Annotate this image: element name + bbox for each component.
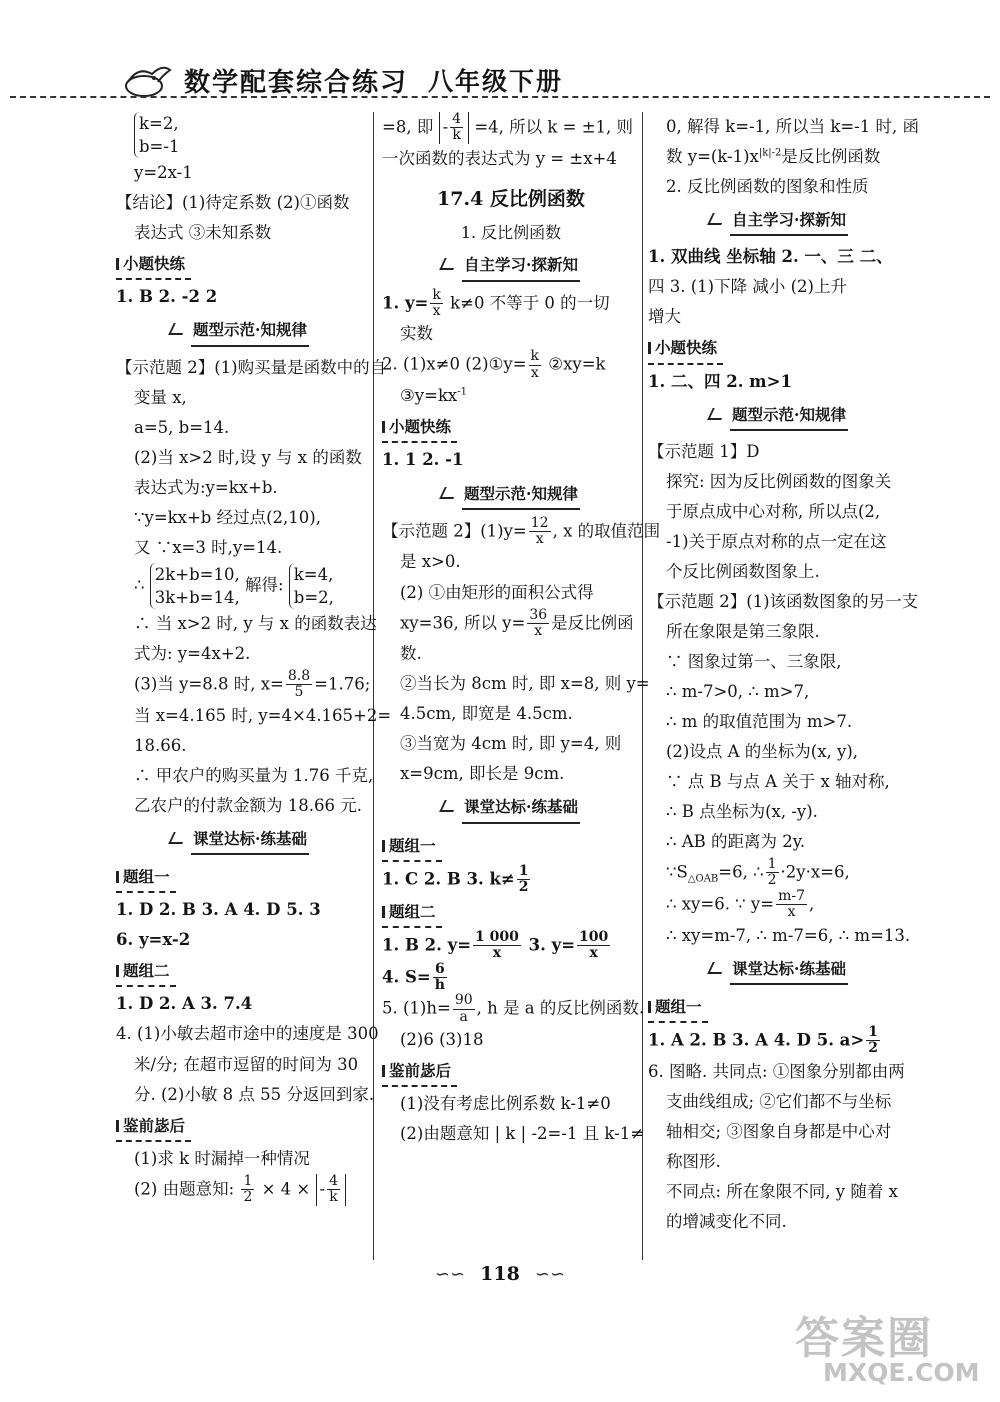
text-line: 6. 图略. 共同点: ①图象分别都由两 bbox=[648, 1061, 905, 1081]
text-line: 乙农户的付款金额为 18.66 元. bbox=[134, 795, 362, 815]
section-heading: 自主学习·探新知 bbox=[382, 251, 640, 281]
text-line: 不同点: 所在象限不同, y 随着 x bbox=[666, 1181, 898, 1201]
formula-line: 1. y= $\frac{k}{x}$ k≠0 不等于 0 的一切 bbox=[382, 286, 610, 320]
text-line: 4. (1)小敏去超市途中的速度是 300 bbox=[116, 1024, 379, 1044]
header-divider bbox=[10, 96, 990, 98]
section-heading: 课堂达标·练基础 bbox=[116, 825, 364, 855]
tag-mirror: 鉴前毖后 bbox=[382, 1055, 640, 1089]
text-line: ∴ xy=m-7, ∴ m-7=6, ∴ m=13. bbox=[666, 925, 911, 945]
text-line: 个反比例函数图象上. bbox=[666, 561, 820, 581]
answer-column-1 bbox=[116, 112, 392, 1206]
book-grade: 八年级下册 bbox=[428, 67, 564, 96]
formula-line: 数 $y=(k-1)x^{|k|-2}$是反比例函数 bbox=[666, 147, 881, 167]
text-line: ∴ B 点坐标为(x, -y). bbox=[666, 801, 818, 821]
text-line: 当 x=4.165 时, y=4×4.165+2= bbox=[134, 705, 392, 725]
answer-line: 1. B 2. -2 2 bbox=[116, 287, 218, 307]
text-line: (2)当 x>2 时,设 y 与 x 的函数 bbox=[134, 447, 362, 467]
formula-line: $③y=kx^{-1}$ bbox=[400, 386, 467, 406]
formula-line: xy=36, 所以 y= $\frac{36}{x}$ 是反比例函 bbox=[400, 606, 634, 639]
text-line: 表达式为:y=kx+b. bbox=[134, 477, 278, 497]
equation-system: ∴ 2k+b=10, 3k+b=14, 解得: k=4, b=2, bbox=[116, 563, 364, 609]
answer-column-3 bbox=[648, 112, 919, 1237]
formula-line: 1. B 2. y= $\frac{1 000}{x}$ 3. y= $\frac{100}{x}$ bbox=[382, 928, 609, 962]
text-line: x=9cm, 即长是 9cm. bbox=[400, 764, 565, 784]
text-line: ∵y=kx+b 经过点(2,10), bbox=[134, 507, 321, 527]
text-line: y=2x-1 bbox=[134, 163, 193, 183]
section-title: 17.4 反比例函数 bbox=[437, 187, 585, 210]
conclusion-line: 【结论】(1)待定系数 (2)①函数 bbox=[116, 193, 350, 213]
section-heading: 自主学习·探新知 bbox=[648, 206, 910, 236]
answer-line: 6. y=x-2 bbox=[116, 930, 191, 950]
tag-quick-practice: 小题快练 bbox=[382, 411, 640, 445]
text-line: ∴ 甲农户的购买量为 1.76 千克, bbox=[134, 765, 374, 785]
text-line: 于原点成中心对称, 所以点(2, bbox=[666, 501, 881, 521]
formula-line: (3)当 y=8.8 时, x= $\frac{8.8}{5}$ =1.76; bbox=[134, 667, 371, 701]
subsection-title: 1. 反比例函数 bbox=[460, 223, 562, 243]
watermark-logo: 答案圈 bbox=[795, 1313, 933, 1364]
text-line: 支曲线组成; ②它们都不与坐标 bbox=[666, 1091, 892, 1111]
text-line: ∵ 点 B 与点 A 关于 x 轴对称, bbox=[666, 771, 890, 791]
tag-group-1: 题组一 bbox=[648, 991, 910, 1025]
section-heading: 题型示范·知规律 bbox=[382, 480, 640, 510]
answer-line: 1. 1 2. -1 bbox=[382, 450, 464, 470]
text-line: 称图形. bbox=[666, 1151, 721, 1171]
formula-line: 5. (1)h= $\frac{90}{a}$ , h 是 a 的反比例函数. bbox=[382, 992, 645, 1025]
text-line: a=5, b=14. bbox=[134, 417, 230, 437]
text-line: 轴相交; ③图象自身都是中心对 bbox=[666, 1121, 892, 1141]
formula-line: 4. S= $\frac{6}{h}$ bbox=[382, 960, 445, 993]
text-line: (2)设点 A 的坐标为(x, y), bbox=[666, 741, 859, 761]
text-line: 表达式 ③未知系数 bbox=[134, 223, 272, 243]
wave-ornament-icon: ∽∽ bbox=[534, 1264, 566, 1285]
formula-line: 1. A 2. B 3. A 4. D 5. a> $\frac{1}{2}$ bbox=[648, 1024, 878, 1057]
section-heading: 题型示范·知规律 bbox=[648, 401, 910, 431]
formula-line: 【示范题 2】(1)y= $\frac{12}{x}$ , x 的取值范围 bbox=[382, 514, 661, 548]
text-line: 四 3. (1)下降 减小 (2)上升 bbox=[648, 277, 847, 297]
watermark bbox=[795, 1302, 991, 1394]
tag-quick-practice: 小题快练 bbox=[116, 248, 364, 282]
text-line: 是 x>0. bbox=[400, 552, 461, 572]
answer-column-2 bbox=[382, 111, 661, 1149]
tag-group-2: 题组二 bbox=[116, 955, 364, 989]
page-number: 118 bbox=[480, 1263, 520, 1285]
section-heading: 课堂达标·练基础 bbox=[648, 955, 910, 985]
formula-line: (2) 由题意知: $\frac{1}{2}$ × 4 × - $\frac{4}{k}$ bbox=[116, 1174, 364, 1206]
text-line: 变量 x, bbox=[134, 387, 187, 407]
tag-quick-practice: 小题快练 bbox=[648, 332, 910, 366]
book-title: 数学配套综合练习 bbox=[184, 68, 409, 98]
text-line: ∵ 图象过第一、三象限, bbox=[666, 651, 842, 671]
section-heading: 题型示范·知规律 bbox=[116, 316, 364, 346]
tag-group-1: 题组一 bbox=[116, 861, 364, 895]
text-line: ∴ 当 x>2 时, y 与 x 的函数表达 bbox=[134, 613, 377, 633]
answer-line: 1. 二、四 2. m>1 bbox=[648, 371, 792, 391]
formula-line: 2. (1)x≠0 (2)①y= $\frac{k}{x}$ ②xy=k bbox=[382, 348, 606, 381]
text-line: 4.5cm, 即宽是 4.5cm. bbox=[400, 704, 573, 724]
text-line: 18.66. bbox=[134, 735, 187, 755]
text-line: ②当长为 8cm 时, 即 x=8, 则 y= bbox=[400, 674, 650, 694]
tag-group-2: 题组二 bbox=[382, 896, 640, 930]
text-line: (2)6 (3)18 bbox=[400, 1030, 484, 1050]
text-line: (1)求 k 时漏掉一种情况 bbox=[134, 1148, 310, 1168]
example-line: 【示范题 2】(1)该函数图象的另一支 bbox=[648, 591, 919, 611]
text-line: 实数 bbox=[400, 324, 433, 344]
text-line: (1)没有考虑比例系数 k-1≠0 bbox=[400, 1094, 611, 1114]
text-line: 0, 解得 k=-1, 所以当 k=-1 时, 函 bbox=[666, 117, 919, 136]
wave-ornament-icon: ∽∽ bbox=[434, 1264, 466, 1285]
text-line: 的增减变化不同. bbox=[666, 1211, 787, 1231]
text-line: ∴ m-7>0, ∴ m>7, bbox=[666, 681, 810, 701]
text-line: ∴ m 的取值范围为 m>7. bbox=[666, 711, 853, 731]
page-footer bbox=[0, 1263, 1000, 1285]
equation-system: k=2, b=-1 bbox=[116, 112, 364, 158]
tag-mirror: 鉴前毖后 bbox=[116, 1110, 364, 1144]
formula-line: 1. C 2. B 3. k≠ $\frac{1}{2}$ bbox=[382, 862, 529, 896]
text-line: 分. (2)小敏 8 点 55 分返回到家. bbox=[134, 1084, 375, 1104]
text-line: 一次函数的表达式为 y = ±x+4 bbox=[382, 148, 617, 168]
text-line: 增大 bbox=[648, 307, 681, 327]
text-line: 又 ∵x=3 时,y=14. bbox=[134, 537, 283, 557]
answer-line: 1. D 2. A 3. 7.4 bbox=[116, 994, 253, 1014]
answer-line: 1. D 2. B 3. A 4. D 5. 3 bbox=[116, 900, 321, 920]
example-line: 【示范题 2】(1)购买量是函数中的自 bbox=[116, 357, 387, 377]
text-line: -1)关于原点对称的点一定在这 bbox=[666, 531, 887, 551]
answer-line: 1. 双曲线 坐标轴 2. 一、三 二、 bbox=[648, 247, 893, 267]
watermark-url: MXQE.COM bbox=[823, 1358, 980, 1387]
text-line: 米/分; 在超市逗留的时间为 30 bbox=[134, 1054, 359, 1074]
formula-line: $\because S_{\triangle OAB}=6$, ∴ $\frac{1}{2}$ ·2y·x=6, bbox=[666, 855, 850, 889]
subsection-title: 2. 反比例函数的图象和性质 bbox=[666, 177, 869, 197]
formula-line: =8, 即 - $\frac{4}{k}$ =4, 所以 k = ±1, 则 bbox=[382, 111, 634, 144]
text-line: (2)由题意知 | k | -2=-1 且 k-1≠ bbox=[400, 1124, 645, 1144]
text-line: ∴ AB 的距离为 2y. bbox=[666, 831, 806, 851]
text-line: 数. bbox=[400, 644, 422, 664]
text-line: (2) ①由矩形的面积公式得 bbox=[400, 582, 594, 602]
text-line: 式为: y=4x+2. bbox=[134, 643, 251, 663]
section-heading: 课堂达标·练基础 bbox=[382, 793, 640, 823]
formula-line: ∴ xy=6. ∵ y= $\frac{m-7}{x}$ , bbox=[666, 887, 815, 921]
text-line: 所在象限是第三象限. bbox=[666, 621, 820, 641]
example-line: 【示范题 1】D bbox=[648, 441, 760, 461]
text-line: 探究: 因为反比例函数的图象关 bbox=[666, 471, 892, 491]
text-line: ③当宽为 4cm 时, 即 y=4, 则 bbox=[400, 734, 622, 754]
tag-group-1: 题组一 bbox=[382, 830, 640, 864]
